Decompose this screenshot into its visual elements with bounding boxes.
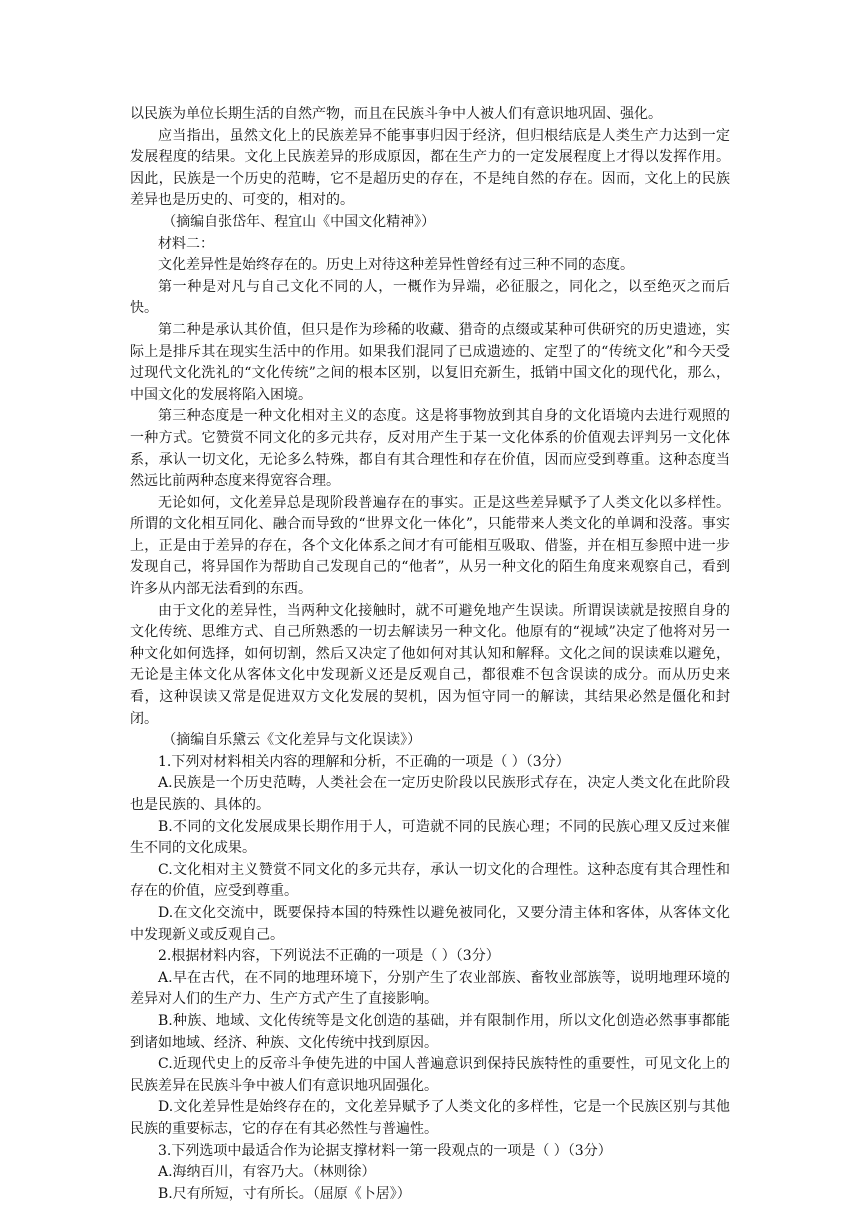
question-2: 2.根据材料内容，下列说法不正确的一项是（ ）（3分） — [158, 948, 500, 965]
paragraph: 无论如何，文化差异总是现阶段普遍存在的事实。正是这些差异赋予了人类文化以多样性。所谓的文化相互同化、融合而导致的“世界文化一体化”，只能带来人类文化的单调和没落。事实上，正是由于差异的存在，各个文化体系之间才有可能相互吸取、借鉴，并在相互参照中进一步发现自己，将异国作为帮助自己发现自己的“他者”，从另一种文化的陌生角度来观察自己，看到许多从内部无法看到的东西。 — [130, 494, 730, 598]
question-1: 1.下列对材料相关内容的理解和分析，不正确的一项是（ ）（3分） — [158, 753, 570, 770]
document-page — [130, 104, 730, 1205]
q1-option-b: B.不同的文化发展成果长期作用于人，可造就不同的民族心理；不同的民族心理又反过来催生不同的文化成果。 — [130, 818, 730, 857]
source-citation: （摘编自张岱年、程宜山《中国文化精神》） — [162, 213, 436, 230]
q1-option-c: C.文化相对主义赞赏不同文化的多元共存，承认一切文化的合理性。这种态度有其合理性和存在的价值，应受到尊重。 — [130, 861, 730, 900]
q2-option-a: A.早在古代，在不同的地理环境下，分别产生了农业部族、畜牧业部族等，说明地理环境的差异对人们的生产力、生产方式产生了直接影响。 — [130, 969, 730, 1008]
paragraph: 第一种是对凡与自己文化不同的人，一概作为异端，必征服之，同化之，以至绝灭之而后快。 — [130, 278, 730, 317]
section-heading: 材料二： — [158, 235, 214, 252]
q2-option-d: D.文化差异性是始终存在的，文化差异赋予了人类文化的多样性，它是一个民族区别与其他民族的重要标志，它的存在有其必然性与普遍性。 — [130, 1099, 730, 1137]
q1-option-a: A.民族是一个历史范畴，人类社会在一定历史阶段以民族形式存在，决定人类文化在此阶段也是民族的、具体的。 — [130, 775, 730, 813]
paragraph: 由于文化的差异性，当两种文化接触时，就不可避免地产生误读。所谓误读就是按照自身的文化传统、思维方式、自己所熟悉的一切去解读另一种文化。他原有的“视域”决定了他将对另一种文化如何选择，如何切割，然后又决定了他如何对其认知和解释。文化之间的误读难以避免，无论是主体文化从客体文化中发现新义还是反观自己，都很难不包含误读的成分。而从历史来看，这种误读又常是促进双方文化发展的契机，因为恒守同一的解读，其结果必然是僵化和封闭。 — [130, 602, 730, 727]
paragraph-continuation: 以民族为单位长期生活的自然产物，而且在民族斗争中人被人们有意识地巩固、强化。 — [130, 106, 662, 122]
paragraph: 第二种是承认其价值，但只是作为珍稀的收藏、猎奇的点缀或某种可供研究的历史遗迹，实际上是排斥其在现实生活中的作用。如果我们混同了已成遗迹的、定型了的“传统文化”和今天受过现代文化洗礼的“文化传统”之间的根本区别，以复旧充新生，抵销中国文化的现代化，那么，中国文化的发展将陷入困境。 — [130, 321, 730, 403]
source-citation: （摘编自乐黛云《文化差异与文化误读》） — [162, 732, 422, 749]
paragraph: 文化差异性是始终存在的。历史上对待这种差异性曾经有过三种不同的态度。 — [158, 257, 634, 274]
paragraph: 应当指出，虽然文化上的民族差异不能事事归因于经济，但归根结底是人类生产力达到一定发展程度的结果。文化上民族差异的形成原因，都在生产力的一定发展程度上才得以发挥作用。因此，民族是一个历史的范畴，它不是超历史的存在，不是纯自然的存在。因而，文化上的民族差异也是历史的、可变的，相对的。 — [130, 127, 730, 209]
paragraph: 第三种态度是一种文化相对主义的态度。这是将事物放到其自身的文化语境内去进行观照的一种方式。它赞赏不同文化的多元共存，反对用产生于某一文化体系的价值观去评判另一文化体系，承认一切文化，无论多么特殊，都自有其合理性和存在价值，因而应受到尊重。这种态度当然远比前两种态度来得宽容合理。 — [130, 408, 730, 490]
q2-option-c: C.近现代史上的反帝斗争使先进的中国人普遍意识到保持民族特性的重要性，可见文化上的民族差异在民族斗争中被人们有意识地巩固强化。 — [130, 1056, 730, 1094]
question-3: 3.下列选项中最适合作为论据支撑材料一第一段观点的一项是（ ）（3分） — [158, 1142, 612, 1159]
q2-option-b: B.种族、地域、文化传统等是文化创造的基础，并有限制作用，所以文化创造必然事事都能到诸如地域、经济、种族、文化传统中找到原因。 — [130, 1012, 730, 1051]
q3-option-a: A.海纳百川，有容乃大。（林则徐） — [158, 1164, 376, 1181]
q1-option-d: D.在文化交流中，既要保持本国的特殊性以避免被同化，又要分清主体和客体，从客体文化中发现新义或反观自己。 — [130, 904, 730, 943]
q3-option-b: B.尺有所短，寸有所长。（屈原《卜居》） — [158, 1185, 411, 1202]
